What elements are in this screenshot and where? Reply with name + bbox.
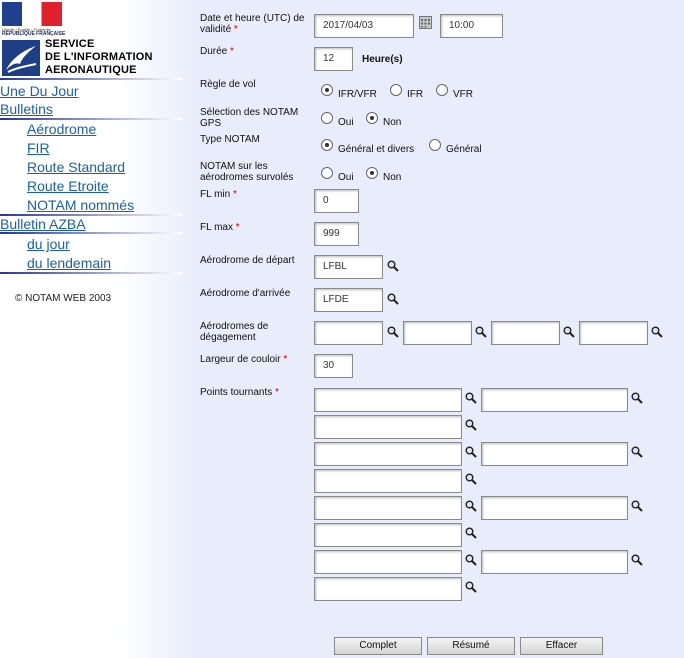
flmax-label: FL max * xyxy=(200,222,240,233)
point-input-12[interactable] xyxy=(314,577,462,601)
radio-label: Général et divers xyxy=(338,144,415,155)
radio-label: Non xyxy=(383,172,402,183)
duree-label: Durée * xyxy=(200,46,234,57)
degagement-input-2[interactable] xyxy=(403,321,472,345)
degagement-input-3[interactable] xyxy=(491,321,560,345)
nav-du-jour[interactable]: du jour xyxy=(27,236,70,252)
date-input[interactable]: 2017/04/03 xyxy=(314,14,414,38)
magnifier-icon[interactable] xyxy=(475,326,487,338)
magnifier-icon[interactable] xyxy=(465,392,477,404)
flmin-label: FL min * xyxy=(200,189,237,200)
bird-icon xyxy=(2,40,40,76)
magnifier-icon[interactable] xyxy=(465,446,477,458)
magnifier-icon[interactable] xyxy=(465,419,477,431)
logo-service-text: SERVICE DE L'INFORMATION AERONAUTIQUE xyxy=(45,38,153,76)
largeur-label: Largeur de couloir * xyxy=(200,354,288,365)
point-input-1[interactable] xyxy=(314,388,462,412)
radio-general-divers[interactable] xyxy=(321,139,333,151)
notam-form xyxy=(197,0,684,658)
magnifier-icon[interactable] xyxy=(387,293,399,305)
logo-motto: Liberté • Égalité • Fraternité xyxy=(2,27,51,32)
radio-label: Oui xyxy=(338,117,354,128)
nav-route-standard[interactable]: Route Standard xyxy=(27,159,126,175)
effacer-button[interactable]: Effacer xyxy=(520,637,603,655)
arrivee-label: Aérodrome d'arrivée xyxy=(200,288,291,299)
nav-notam-nommes[interactable]: NOTAM nommés xyxy=(27,197,135,213)
copyright: © NOTAM WEB 2003 xyxy=(15,293,112,304)
degagement-label: Aérodromes de dégagement xyxy=(200,321,269,343)
time-input[interactable]: 10:00 xyxy=(440,14,503,38)
magnifier-icon[interactable] xyxy=(563,326,575,338)
depart-label: Aérodrome de départ xyxy=(200,255,295,266)
type-label: Type NOTAM xyxy=(200,134,260,145)
flmin-input[interactable]: 0 xyxy=(314,189,359,213)
magnifier-icon[interactable] xyxy=(465,581,477,593)
degagement-input-1[interactable] xyxy=(314,321,383,345)
date-label: Date et heure (UTC) de validité * xyxy=(200,13,305,35)
point-input-9[interactable] xyxy=(314,523,462,547)
radio-ifr-vfr[interactable] xyxy=(321,84,333,96)
logo-republic: RÉPUBLIQUE FRANÇAISE xyxy=(2,31,66,37)
point-input-5[interactable] xyxy=(481,442,628,466)
magnifier-icon[interactable] xyxy=(651,326,663,338)
magnifier-icon[interactable] xyxy=(631,392,643,404)
sia-logo xyxy=(2,2,182,78)
nav-aerodrome[interactable]: Aérodrome xyxy=(27,121,97,137)
depart-input[interactable]: LFBL xyxy=(314,255,383,279)
point-input-2[interactable] xyxy=(481,388,628,412)
duree-unit: Heure(s) xyxy=(362,54,403,65)
radio-general[interactable] xyxy=(429,139,441,151)
divider xyxy=(0,78,182,80)
radio-gps-non[interactable] xyxy=(366,112,378,124)
magnifier-icon[interactable] xyxy=(465,554,477,566)
radio-label: Général xyxy=(446,144,482,155)
radio-ifr[interactable] xyxy=(390,84,402,96)
degagement-input-4[interactable] xyxy=(579,321,648,345)
regle-label: Règle de vol xyxy=(200,79,256,90)
magnifier-icon[interactable] xyxy=(465,473,477,485)
radio-vfr[interactable] xyxy=(436,84,448,96)
complet-button[interactable]: Complet xyxy=(334,637,422,655)
sidebar xyxy=(0,0,197,658)
point-input-7[interactable] xyxy=(314,496,462,520)
radio-label: IFR xyxy=(407,89,424,100)
divider xyxy=(0,272,182,274)
point-input-8[interactable] xyxy=(481,496,628,520)
magnifier-icon[interactable] xyxy=(465,527,477,539)
point-input-11[interactable] xyxy=(481,550,628,574)
nav-bulletin-azba[interactable]: Bulletin AZBA xyxy=(0,216,86,232)
divider xyxy=(0,232,182,234)
radio-survoles-non[interactable] xyxy=(366,167,378,179)
magnifier-icon[interactable] xyxy=(631,500,643,512)
nav-du-lendemain[interactable]: du lendemain xyxy=(27,255,112,271)
duree-input[interactable]: 12 xyxy=(314,47,353,71)
gps-label: Sélection des NOTAM GPS xyxy=(200,107,299,129)
points-label: Points tournants * xyxy=(200,387,279,398)
nav-route-etroite[interactable]: Route Etroite xyxy=(27,178,109,194)
magnifier-icon[interactable] xyxy=(387,260,399,272)
nav-une-du-jour[interactable]: Une Du Jour xyxy=(0,83,79,99)
radio-survoles-oui[interactable] xyxy=(321,167,333,179)
nav-bulletins[interactable]: Bulletins xyxy=(0,101,53,117)
nav-fir[interactable]: FIR xyxy=(27,140,50,156)
flmax-input[interactable]: 999 xyxy=(314,222,359,246)
largeur-input[interactable]: 30 xyxy=(314,354,353,378)
resume-button[interactable]: Résumé xyxy=(427,637,515,655)
point-input-6[interactable] xyxy=(314,469,462,493)
radio-label: Oui xyxy=(338,172,354,183)
point-input-10[interactable] xyxy=(314,550,462,574)
radio-label: VFR xyxy=(453,89,473,100)
divider xyxy=(0,118,182,120)
point-input-4[interactable] xyxy=(314,442,462,466)
magnifier-icon[interactable] xyxy=(465,500,477,512)
point-input-3[interactable] xyxy=(314,415,462,439)
arrivee-input[interactable]: LFDE xyxy=(314,288,383,312)
magnifier-icon[interactable] xyxy=(631,446,643,458)
radio-label: IFR/VFR xyxy=(338,89,377,100)
magnifier-icon[interactable] xyxy=(387,326,399,338)
radio-gps-oui[interactable] xyxy=(321,112,333,124)
calendar-icon[interactable] xyxy=(419,16,432,29)
radio-label: Non xyxy=(383,117,402,128)
marianne-flag-icon xyxy=(2,2,62,26)
survoles-label: NOTAM sur les aérodromes survolés xyxy=(200,161,294,183)
magnifier-icon[interactable] xyxy=(631,554,643,566)
